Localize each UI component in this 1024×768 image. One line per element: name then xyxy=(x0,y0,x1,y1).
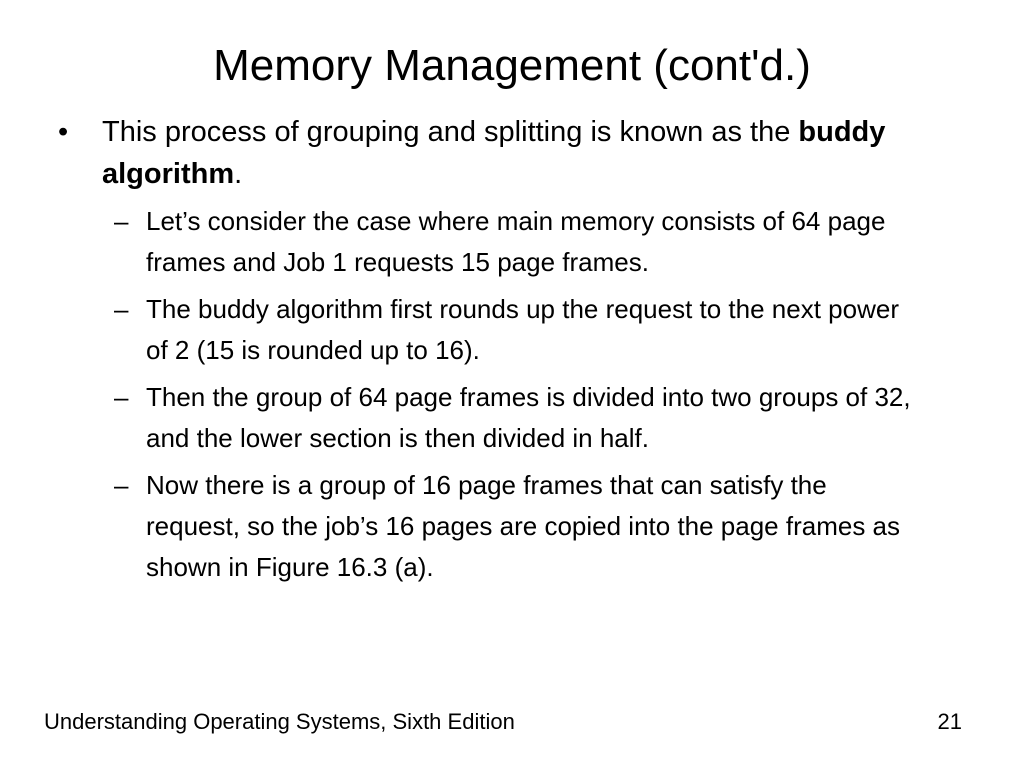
bullet-text-after: . xyxy=(234,158,243,190)
subitem-4 xyxy=(102,465,926,588)
dash-marker: – xyxy=(114,470,129,500)
slide-body xyxy=(58,111,978,594)
bullet-bold-term: buddy algorithm xyxy=(102,116,886,190)
dash-marker: – xyxy=(114,206,129,236)
footer-page-number: 21 xyxy=(937,709,962,734)
dash-marker: – xyxy=(114,294,129,324)
subitem-text: Then the group of 64 page frames is divided into two groups of 32, and the lower section is then divided in half. xyxy=(146,382,911,453)
subitem-2 xyxy=(102,289,926,371)
subitem-1 xyxy=(102,201,926,283)
subitem-list xyxy=(102,201,978,588)
subitem-text: The buddy algorithm first rounds up the request to the next power of 2 (15 is rounded up to 16). xyxy=(146,294,899,365)
bullet-item xyxy=(58,111,978,588)
footer-book-title: Understanding Operating Systems, Sixth Edition xyxy=(44,709,515,734)
subitem-3 xyxy=(102,377,926,459)
bullet-marker: • xyxy=(58,116,69,148)
subitem-text: Let’s consider the case where main memory consists of 64 page frames and Job 1 requests 15 page frames. xyxy=(146,206,886,277)
subitem-text: Now there is a group of 16 page frames that can satisfy the request, so the job’s 16 pages are copied into the page frames as shown in Figure 16.3 (a). xyxy=(146,470,901,582)
slide-title: Memory Management (cont'd.) xyxy=(213,41,811,90)
bullet-text-before: This process of grouping and splitting is known as the xyxy=(102,116,799,148)
dash-marker: – xyxy=(114,382,129,412)
